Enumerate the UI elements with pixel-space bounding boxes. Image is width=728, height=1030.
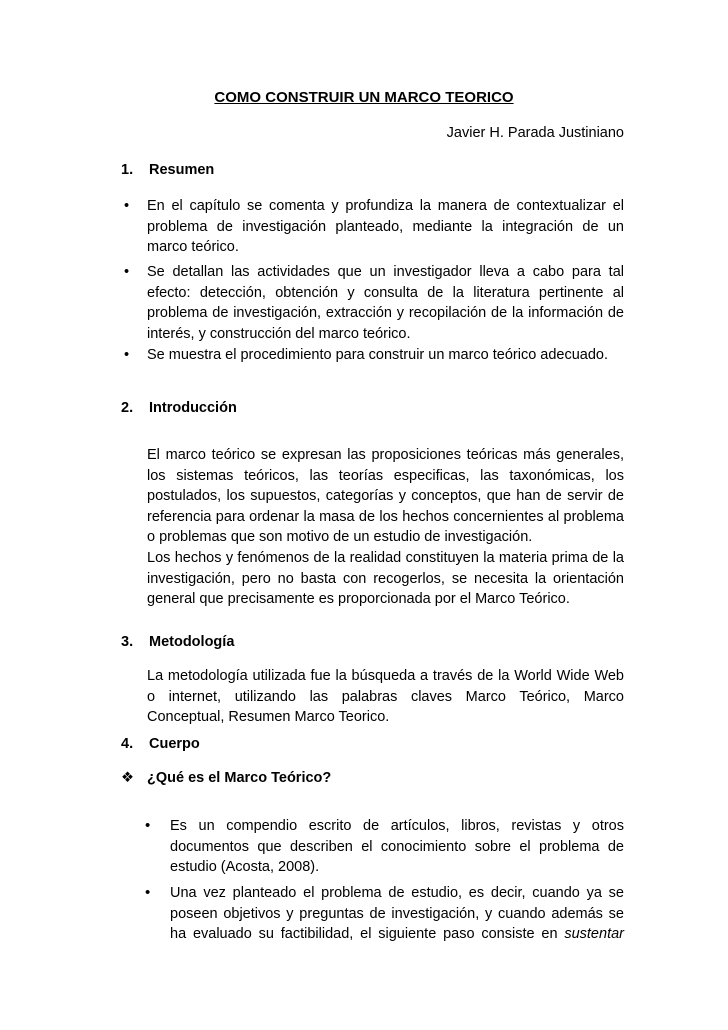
document-title: COMO CONSTRUIR UN MARCO TEORICO (214, 89, 514, 106)
introduccion-paragraph-1: El marco teórico se expresan las proposiciones teóricas más generales, los sistemas teóricos, las teorías especificas, las taxonómicas, los postulados, los supuestos, categorías y conceptos, que han de servir de referencia para ordenar la masa de los hechos concernientes al problema o problemas que son motivo de un estudio de investigación. (147, 447, 624, 545)
section-number: 1. (121, 162, 134, 178)
section-title: Introducción (149, 400, 237, 416)
section-number: 4. (121, 736, 134, 752)
introduccion-paragraph-2: Los hechos y fenómenos de la realidad constituyen la materia prima de la investigación, pero no basta con recogerlos, se necesita la orientación general que precisamente es proporcionada por el Marco Teórico. (147, 550, 624, 607)
section-title: Resumen (149, 162, 215, 178)
bullet-icon: • (124, 264, 130, 280)
section-heading-resumen (121, 160, 214, 181)
section-title: Metodología (149, 634, 235, 650)
dot-bullet-icon: • (145, 884, 151, 901)
resumen-bullet-3: Se muestra el procedimiento para construir un marco teórico adecuado. (147, 347, 609, 363)
cuerpo-item-1: Es un compendio escrito de artículos, libros, revistas y otros documentos que describen el conocimiento sobre el problema de estudio (Acosta, 2008). (170, 818, 624, 875)
cuerpo-subheading: ¿Qué es el Marco Teórico? (147, 770, 332, 786)
resumen-bullet-2: Se detallan las actividades que un investigador lleva a cabo para tal efecto: detección, obtención y consulta de la literatura pertinente al problema de investigación, extracción y recopilación de la información de interés, y construcción del marco teórico. (147, 264, 624, 342)
diamond-bullet-icon: ❖ (121, 770, 134, 786)
resumen-bullet-1: En el capítulo se comenta y profundiza la manera de contextualizar el problema de investigación planteado, mediante la integración de un marco teórico. (147, 198, 624, 255)
section-title: Cuerpo (149, 736, 200, 752)
cuerpo-item-2-text: Una vez planteado el problema de estudio, es decir, cuando ya se poseen objetivos y preguntas de investigación, y cuando además se ha evaluado su factibilidad, el siguiente paso consiste en (170, 885, 624, 942)
author-name: Javier H. Parada Justiniano (446, 125, 624, 141)
dot-bullet-icon: • (145, 817, 151, 834)
section-number: 3. (121, 634, 134, 650)
section-number: 2. (121, 400, 134, 416)
metodologia-paragraph: La metodología utilizada fue la búsqueda a través de la World Wide Web o internet, utilizando las palabras claves Marco Teórico, Marco Conceptual, Resumen Marco Teorico. (147, 668, 624, 725)
section-heading-cuerpo (121, 734, 200, 755)
bullet-icon: • (124, 198, 130, 214)
cuerpo-item-2-emphasis: sustentar (564, 926, 624, 942)
cuerpo-item-2 (170, 883, 624, 945)
bullet-icon: • (124, 347, 130, 363)
section-heading-metodologia (121, 632, 234, 653)
section-heading-introduccion (121, 398, 237, 419)
